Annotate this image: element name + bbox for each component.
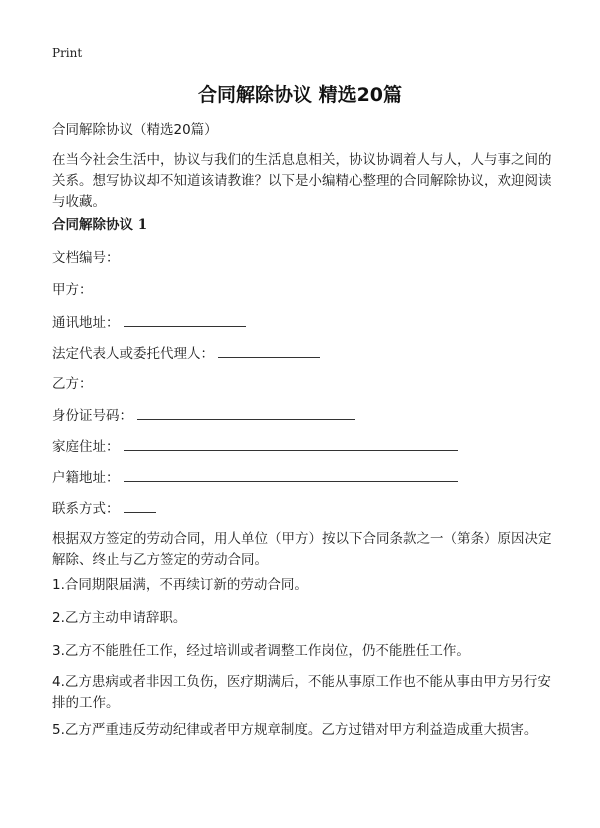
field-id-number (52, 405, 552, 427)
intro-paragraph: 在当今社会生活中，协议与我们的生活息息相关，协议协调着人与人，人与事之间的关系。想写协议却不知道该请教谁？以下是小编精心整理的合同解除协议，欢迎阅读与收藏。 (52, 152, 552, 210)
field-legal-rep (52, 343, 552, 365)
field-label: 通讯地址： (52, 315, 120, 331)
address-blank-line (124, 312, 246, 327)
field-label: 法定代表人或委托代理人： (52, 346, 214, 362)
field-label: 文档编号： (52, 250, 120, 266)
field-label: 联系方式： (52, 501, 120, 517)
field-label: 身份证号码： (52, 408, 133, 424)
household-address-blank-line (124, 467, 458, 482)
field-doc-number (52, 248, 552, 269)
document-subtitle: 合同解除协议（精选20篇） (52, 122, 218, 138)
id-number-blank-line (137, 405, 355, 420)
field-party-b (52, 374, 552, 395)
clause-item: 2.乙方主动申请辞职。 (52, 610, 187, 626)
field-label: 甲方： (52, 282, 93, 298)
contact-blank-line (124, 498, 156, 513)
clause-item: 5.乙方严重违反劳动纪律或者甲方规章制度。乙方过错对甲方利益造成重大损害。 (52, 722, 538, 738)
clause-item: 1.合同期限届满，不再续订新的劳动合同。 (52, 577, 308, 593)
field-contact (52, 498, 552, 520)
field-party-a (52, 280, 552, 301)
clause-item: 4.乙方患病或者非因工负伤，医疗期满后，不能从事原工作也不能从事由甲方另行安排的工作。 (52, 674, 551, 711)
print-link[interactable]: Print (52, 46, 83, 60)
field-home-address (52, 436, 552, 458)
document-title: 合同解除协议 精选20篇 (197, 84, 403, 106)
field-address (52, 312, 552, 334)
section-heading: 合同解除协议 1 (52, 217, 148, 233)
home-address-blank-line (124, 436, 458, 451)
clause-intro-paragraph: 根据双方签定的劳动合同，用人单位（甲方）按以下合同条款之一（第条）原因决定解除、终止与乙方签定的劳动合同。 (52, 531, 552, 568)
field-label: 乙方： (52, 376, 93, 392)
field-household-address (52, 467, 552, 489)
field-label: 户籍地址： (52, 470, 120, 486)
clause-item: 3.乙方不能胜任工作，经过培训或者调整工作岗位，仍不能胜任工作。 (52, 643, 470, 659)
field-label: 家庭住址： (52, 439, 120, 455)
legal-rep-blank-line (218, 343, 320, 358)
